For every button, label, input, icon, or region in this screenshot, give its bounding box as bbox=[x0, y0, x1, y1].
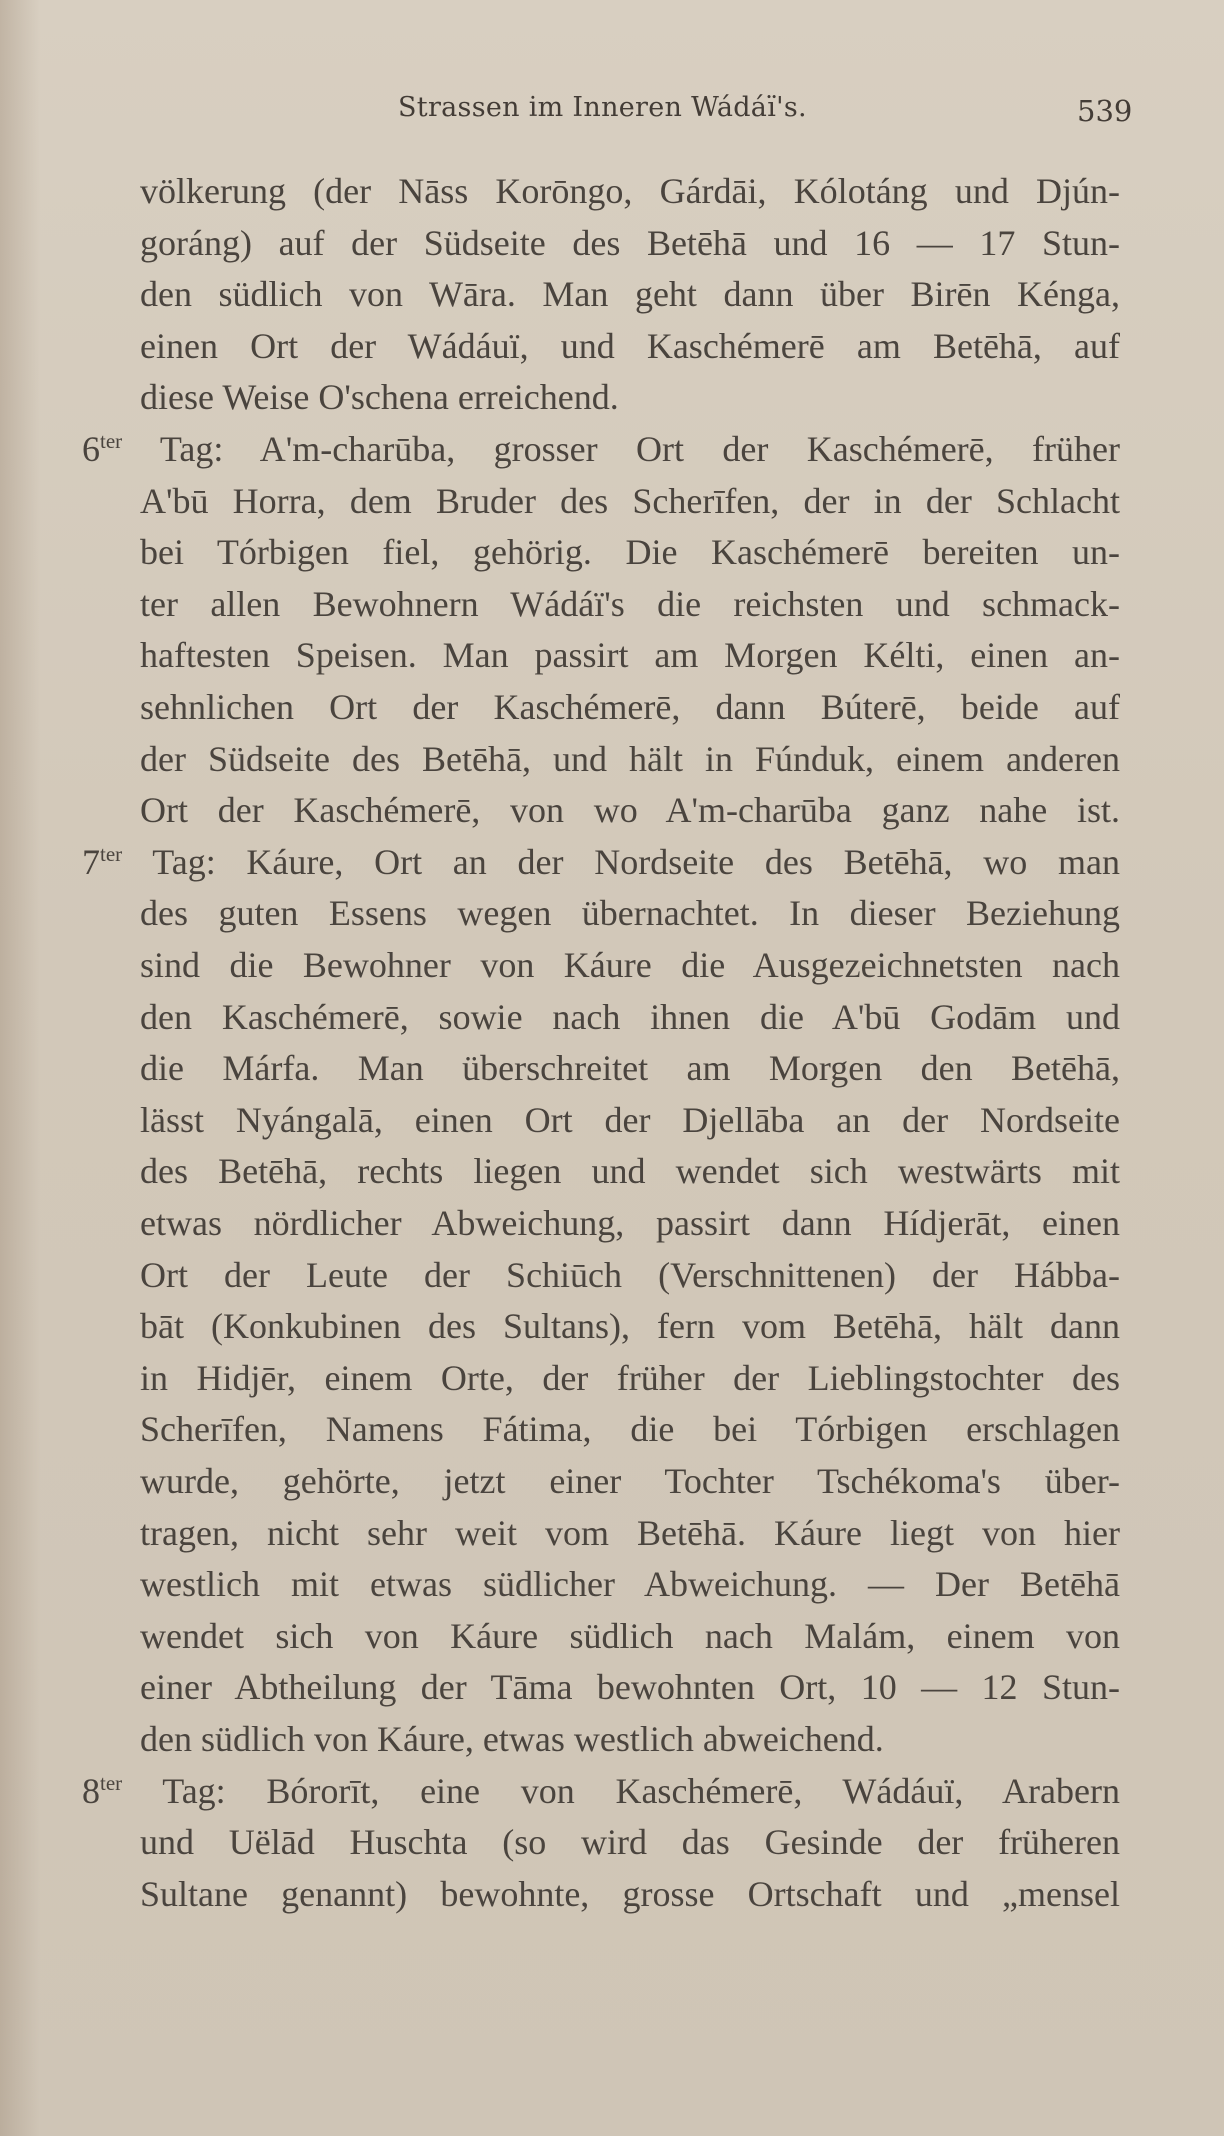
line-text: sehnlichen Ort der Kaschémerē, dann Búterē, beide auf bbox=[140, 687, 1120, 727]
day-ordinal-suffix: ter bbox=[100, 1770, 123, 1795]
text-line bbox=[140, 785, 1120, 836]
line-text: in Hidjēr, einem Orte, der früher der Lieblingstochter des bbox=[140, 1357, 1120, 1398]
running-title: Strassen im Inneren Wádáï's. bbox=[398, 92, 807, 123]
line-text: den Kaschémerē, sowie nach ihnen die A'bū Godām und bbox=[140, 996, 1120, 1037]
text-line bbox=[140, 1250, 1120, 1301]
text-line bbox=[140, 166, 1120, 217]
line-text: sind die Bewohner von Káure die Ausgezeichnetsten nach bbox=[140, 945, 1120, 985]
text-line bbox=[82, 837, 1120, 888]
text-line bbox=[140, 992, 1120, 1043]
line-text: des Betēhā, rechts liegen und wendet sich westwärts mit bbox=[140, 1151, 1120, 1192]
text-line bbox=[140, 218, 1120, 269]
line-text: haftesten Speisen. Man passirt am Morgen Kélti, einen an- bbox=[140, 635, 1120, 676]
day-number: 7 bbox=[82, 841, 100, 882]
line-text: und Uëlād Huschta (so wird das Gesinde der früheren bbox=[140, 1822, 1120, 1863]
text-line bbox=[140, 1817, 1120, 1868]
line-text: lässt Nyángalā, einen Ort der Djellāba an der Nordseite bbox=[140, 1099, 1120, 1140]
day-number: 8 bbox=[82, 1770, 100, 1811]
text-line bbox=[140, 372, 1120, 423]
text-line bbox=[140, 1611, 1120, 1662]
text-line bbox=[140, 1404, 1120, 1455]
line-text: die Márfa. Man überschreitet am Morgen den Betēhā, bbox=[140, 1048, 1120, 1089]
line-text: diese Weise O'schena erreichend. bbox=[140, 377, 619, 418]
text-line bbox=[140, 1456, 1120, 1507]
text-line bbox=[140, 888, 1120, 939]
line-text: A'bū Horra, dem Bruder des Scherīfen, der in der Schlacht bbox=[140, 480, 1120, 521]
line-text: wendet sich von Káure südlich nach Malám, einem von bbox=[140, 1615, 1120, 1656]
line-text: Tag: Bórorīt, eine von Kaschémerē, Wádáuï, Arabern bbox=[122, 1770, 1120, 1811]
line-text: wurde, gehörte, jetzt einer Tochter Tschékoma's über- bbox=[140, 1461, 1120, 1501]
text-line bbox=[140, 734, 1120, 785]
line-text: einer Abtheilung der Tāma bewohnten Ort, 10 — 12 Stun- bbox=[140, 1667, 1120, 1708]
line-text: des guten Essens wegen übernachtet. In dieser Beziehung bbox=[140, 893, 1120, 934]
text-line bbox=[140, 1146, 1120, 1197]
day-ordinal-suffix: ter bbox=[100, 429, 123, 453]
line-text: Sultane genannt) bewohnte, grosse Ortschaft und „mensel bbox=[140, 1873, 1120, 1914]
text-line bbox=[140, 269, 1120, 320]
text-line bbox=[82, 1766, 1120, 1817]
text-line bbox=[140, 1559, 1120, 1610]
line-text: Scherīfen, Namens Fátima, die bei Tórbigen erschlagen bbox=[140, 1409, 1120, 1450]
line-text: völkerung (der Nāss Korōngo, Gárdāi, Kólotáng und Djún- bbox=[140, 171, 1120, 211]
line-text: tragen, nicht sehr weit vom Betēhā. Káure liegt von hier bbox=[140, 1512, 1120, 1553]
page-number: 539 bbox=[1077, 94, 1133, 128]
day-number: 6 bbox=[82, 429, 100, 469]
text-line bbox=[140, 1869, 1120, 1920]
text-line bbox=[140, 1508, 1120, 1559]
text-line bbox=[140, 1198, 1120, 1249]
line-text: goráng) auf der Südseite des Betēhā und 16 — 17 Stun- bbox=[140, 222, 1120, 263]
text-line bbox=[140, 1353, 1120, 1404]
text-line bbox=[140, 1662, 1120, 1713]
text-line bbox=[140, 579, 1120, 630]
line-text: den südlich von Wāra. Man geht dann über Birēn Kénga, bbox=[140, 274, 1120, 315]
line-text: bei Tórbigen fiel, gehörig. Die Kaschémerē bereiten un- bbox=[140, 532, 1120, 573]
text-line bbox=[140, 630, 1120, 681]
text-line bbox=[82, 424, 1120, 475]
text-line bbox=[140, 321, 1120, 372]
day-ordinal-suffix: ter bbox=[100, 841, 123, 866]
text-line bbox=[140, 1095, 1120, 1146]
line-text: einen Ort der Wádáuï, und Kaschémerē am Betēhā, auf bbox=[140, 325, 1120, 366]
line-text: westlich mit etwas südlicher Abweichung. — Der Betēhā bbox=[140, 1564, 1120, 1605]
line-text: ter allen Bewohnern Wádáï's die reichsten und schmack- bbox=[140, 583, 1120, 624]
page-header bbox=[0, 92, 1224, 142]
text-line bbox=[140, 476, 1120, 527]
line-text: den südlich von Káure, etwas westlich abweichend. bbox=[140, 1719, 884, 1759]
line-text: etwas nördlicher Abweichung, passirt dann Hídjerāt, einen bbox=[140, 1203, 1120, 1243]
text-line bbox=[140, 527, 1120, 578]
text-line bbox=[140, 1301, 1120, 1352]
line-text: Tag: A'm-charūba, grosser Ort der Kaschémerē, früher bbox=[122, 429, 1120, 469]
text-line bbox=[140, 1714, 1120, 1765]
text-line bbox=[140, 1043, 1120, 1094]
line-text: bāt (Konkubinen des Sultans), fern vom Betēhā, hält dann bbox=[140, 1306, 1120, 1347]
line-text: Ort der Leute der Schiūch (Verschnittenen) der Hábba- bbox=[140, 1254, 1120, 1295]
line-text: der Südseite des Betēhā, und hält in Fúnduk, einem anderen bbox=[140, 738, 1120, 779]
text-line bbox=[140, 940, 1120, 991]
line-text: Ort der Kaschémerē, von wo A'm-charūba ganz nahe ist. bbox=[140, 790, 1120, 831]
text-line bbox=[140, 682, 1120, 733]
line-text: Tag: Káure, Ort an der Nordseite des Betēhā, wo man bbox=[122, 841, 1120, 882]
